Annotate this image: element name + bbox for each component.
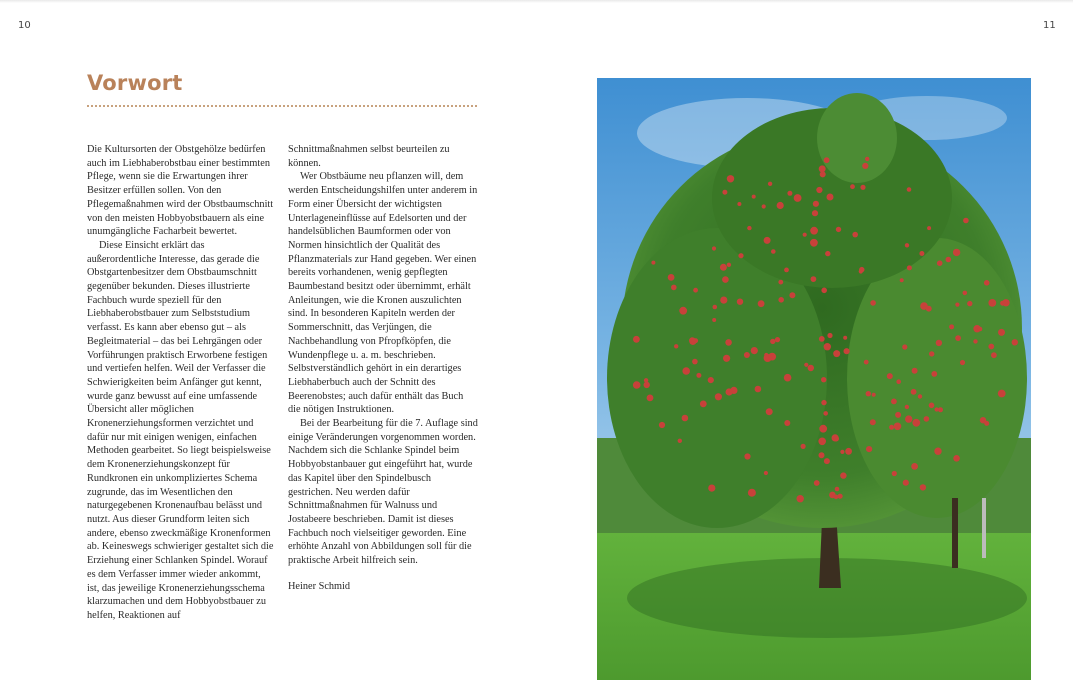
- apple-fruit: [859, 267, 864, 272]
- apple-fruit: [689, 337, 695, 343]
- apple-fruit: [866, 391, 871, 396]
- apple-fruit: [929, 351, 934, 356]
- apple-fruit: [835, 487, 840, 492]
- apple-fruit: [919, 251, 924, 256]
- apple-fruit: [821, 377, 826, 382]
- apple-fruit: [991, 352, 997, 358]
- apple-fruit: [865, 157, 869, 161]
- apple-fruit: [708, 485, 715, 492]
- apple-fruit: [845, 448, 852, 455]
- apple-fruit: [715, 393, 722, 400]
- apple-fruit: [900, 278, 904, 282]
- apple-fruit: [777, 202, 784, 209]
- apple-fruit: [679, 307, 687, 315]
- page-number-right: 11: [1043, 20, 1056, 31]
- apple-fruit: [866, 446, 872, 452]
- apple-fruit: [912, 419, 920, 427]
- apple-fruit: [892, 471, 897, 476]
- apple-fruit: [778, 280, 783, 285]
- apple-fruit: [911, 389, 917, 395]
- apple-fruit: [712, 318, 716, 322]
- apple-fruit: [934, 448, 941, 455]
- apple-fruit: [787, 191, 792, 196]
- apple-fruit: [659, 422, 665, 428]
- apple-fruit: [844, 348, 850, 354]
- heading-dotted-rule: [87, 105, 477, 107]
- apple-fruit: [766, 408, 773, 415]
- apple-fruit: [907, 187, 912, 192]
- apple-fruit: [929, 403, 935, 409]
- apple-fruit: [967, 301, 972, 306]
- apple-fruit: [827, 194, 834, 201]
- apple-fruit: [747, 226, 751, 230]
- apple-fruit: [911, 463, 918, 470]
- page-top-edge: [0, 0, 1073, 3]
- apple-fruit: [812, 210, 818, 216]
- apple-fruit: [797, 495, 804, 502]
- apple-fruit: [738, 253, 743, 258]
- apple-fruit: [905, 243, 909, 247]
- apple-fruit: [891, 399, 897, 405]
- apple-fruit: [821, 400, 826, 405]
- apple-fruit: [894, 423, 902, 431]
- apple-fruit: [804, 363, 808, 367]
- apple-fruit: [755, 386, 762, 393]
- author-signature: Heiner Schmid: [288, 580, 351, 592]
- apple-fruit: [647, 395, 654, 402]
- apple-fruit: [727, 175, 734, 182]
- apple-fruit: [819, 425, 827, 433]
- apple-fruit: [768, 353, 776, 361]
- apple-fruit: [838, 494, 843, 499]
- apple-fruit: [803, 233, 807, 237]
- apple-tree-photo: [597, 78, 1031, 680]
- apple-fruit: [744, 453, 750, 459]
- apple-fruit: [905, 415, 912, 422]
- apple-fruit: [819, 452, 825, 458]
- apple-fruit: [775, 337, 780, 342]
- apple-fruit: [819, 336, 825, 342]
- apple-fruit: [902, 344, 907, 349]
- apple-fruit: [712, 246, 716, 250]
- apple-fruit: [931, 371, 937, 377]
- photo-icon: [597, 78, 1031, 680]
- apple-fruit: [810, 227, 818, 235]
- apple-fruit: [811, 276, 817, 282]
- apple-fruit: [937, 260, 943, 266]
- apple-fruit: [843, 336, 847, 340]
- apple-fruit: [727, 263, 731, 267]
- apple-fruit: [810, 239, 818, 247]
- apple-fruit: [784, 268, 789, 273]
- apple-fruit: [870, 419, 876, 425]
- apple-fruit: [821, 288, 827, 294]
- apple-fruit: [814, 480, 820, 486]
- apple-fruit: [758, 300, 765, 307]
- apple-fruit: [955, 335, 961, 341]
- page-heading: Vorwort: [87, 71, 183, 95]
- apple-fruit: [988, 344, 994, 350]
- apple-fruit: [771, 249, 776, 254]
- apple-fruit: [852, 232, 858, 238]
- paragraph: Diese Einsicht erklärt das außerordentliche Interesse, das gerade die Obstgartenbesitzer dem Obstbaumschnitt gegenüber bekunden. Dieses illustrierte Fachbuch wurde speziell für den Liebhaberobstbauer zum Selbststudium verfasst. Es kann aber ebenso gut – als Begleitmaterial – das bei Lehrgängen oder Vorführungen praktisch Erworbene festigen und vertiefen helfen. Weil der Verfasser die Schwierigkeiten beim Anfänger gut kennt, wurde ganz bewusst auf eine umfassende Übersicht aller möglichen Kronenerziehungsformen verzichtet und dafür nur mit einigen wenigen, einfachen Methoden gearbeitet. So liegt beispielsweise dem Kronenerziehungskonzept für Rundkronen ein unkompliziertes Schema zugrunde, das im Wesentlichen den naturgegebenen Kronenaufbau belässt und nutzt. Aus dieser Grundform leiten sich andere, ebenso zweckmäßige Kronenformen ab. Keineswegs schwieriger gestaltet sich die Erziehung einer Schlanken Spindel. Worauf es dem Verfasser immer wieder ankommt, ist, das jeweilige Kronenerziehungsschema klarzumachen und dem Hobbyobstbauer zu helfen, Reaktionen auf: [87, 239, 274, 621]
- apple-fruit: [682, 367, 690, 375]
- apple-fruit: [998, 390, 1006, 398]
- apple-fruit: [819, 165, 826, 172]
- fence-post: [982, 498, 986, 558]
- apple-fruit: [912, 368, 918, 374]
- apple-fruit: [988, 299, 996, 307]
- apple-fruit: [870, 300, 876, 306]
- apple-fruit: [651, 261, 655, 265]
- apple-fruit: [713, 305, 718, 310]
- apple-fruit: [816, 187, 822, 193]
- apple-fruit: [938, 407, 943, 412]
- apple-fruit: [973, 339, 977, 343]
- apple-fruit: [935, 407, 939, 411]
- apple-fruit: [862, 163, 868, 169]
- apple-fruit: [726, 388, 733, 395]
- apple-fruit: [924, 416, 930, 422]
- apple-fruit: [825, 251, 830, 256]
- apple-fruit: [960, 360, 965, 365]
- apple-fruit: [752, 195, 756, 199]
- apple-fruit: [836, 227, 841, 232]
- apple-fruit: [678, 439, 682, 443]
- apple-fruit: [778, 297, 784, 303]
- apple-fruit: [768, 182, 772, 186]
- apple-fruit: [833, 350, 840, 357]
- apple-fruit: [840, 450, 844, 454]
- apple-fruit: [801, 444, 806, 449]
- apple-fruit: [872, 393, 876, 397]
- apple-fruit: [1012, 339, 1018, 345]
- apple-fruit: [907, 265, 912, 270]
- apple-fruit: [905, 405, 909, 409]
- apple-fruit: [633, 381, 641, 389]
- apple-fruit: [824, 343, 831, 350]
- apple-fruit: [936, 340, 942, 346]
- apple-fruit: [963, 218, 969, 224]
- apple-fruit: [674, 344, 678, 348]
- apple-fruit: [723, 355, 730, 362]
- apple-fruit: [764, 471, 768, 475]
- paragraph: Wer Obstbäume neu pflanzen will, dem werden Entscheidungshilfen unter anderem in Form einer Übersicht der wichtigsten Unterlageneinflüsse auf Edelsorten und der handelsüblichen Baumformen oder von Normen hinsichtlich der Qualität des Pflanzmaterials zur Hand gegeben. Wer einen bereits vorhandenen, wenig gepflegten Baumbestand besitzt oder übernimmt, erhält Anleitungen, wie die Kronen auszulichten sind. In besonderen Kapiteln werden der Sommerschnitt, das Verjüngen, die Nachbehandlung von Pfropfköpfen, die Wundenpflege u. a. m. beschrieben. Selbstverständlich gehört in ein derartiges Liebhaberbuch auch der Schnitt des Beerenobstes; auch dafür enthält das Buch die nötigen Instruktionen.: [288, 171, 478, 416]
- apple-fruit: [920, 484, 926, 490]
- apple-fruit: [693, 288, 698, 293]
- apple-fruit: [818, 438, 826, 446]
- apple-fruit: [824, 157, 830, 163]
- apple-fruit: [953, 249, 960, 256]
- apple-fruit: [824, 458, 830, 464]
- apple-fruit: [840, 472, 846, 478]
- apple-fruit: [708, 377, 714, 383]
- apple-fruit: [722, 276, 729, 283]
- apple-fruit: [794, 194, 802, 202]
- apple-fruit: [668, 274, 675, 281]
- apple-fruit: [692, 359, 698, 365]
- apple-fruit: [918, 394, 922, 398]
- apple-fruit: [998, 329, 1005, 336]
- paragraph: Die Kultursorten der Obstgehölze bedürfen auch im Liebhaberobstbau einer bestimmten Pflege, wenn sie die Erwartungen ihrer Besitzer erfüllen sollen. Von den Pflegemaßnahmen wird der Obstbaumschnitt von den meisten Hobbyobstbauern als eine unumgängliche Facharbeit bewertet.: [87, 144, 274, 238]
- apple-fruit: [764, 237, 771, 244]
- apple-fruit: [887, 373, 893, 379]
- apple-fruit: [984, 280, 990, 286]
- apple-fruit: [644, 378, 648, 382]
- apple-fruit: [682, 415, 689, 422]
- apple-fruit: [737, 202, 741, 206]
- apple-fruit: [720, 264, 727, 271]
- apple-fruit: [946, 257, 952, 263]
- apple-fruit: [833, 436, 839, 442]
- distant-trunk: [952, 498, 958, 568]
- apple-fruit: [644, 382, 650, 388]
- apple-fruit: [860, 185, 865, 190]
- apple-fruit: [953, 455, 960, 462]
- apple-fruit: [789, 292, 795, 298]
- paragraph: Bei der Bearbeitung für die 7. Auflage sind einige Veränderungen vorgenommen worden. Nachdem sich die Schlanke Spindel beim Hobbyobstanbauer gut eingeführt hat, wurde das Kapitel über den Spindelbusch gestrichen. Neu werden dafür Schnittmaßnahmen für Walnuss und Jostabeere beschrieben. Damit ist dieses Fachbuch noch vielseitiger geworden. Eine erhöhte Anzahl von Abbildungen soll für die praktische Arbeit hilfreich sein.: [288, 418, 478, 567]
- apple-fruit: [978, 327, 983, 332]
- apple-fruit: [744, 352, 750, 358]
- apple-fruit: [722, 190, 727, 195]
- apple-fruit: [725, 339, 732, 346]
- apple-fruit: [770, 339, 775, 344]
- apple-fruit: [784, 374, 792, 382]
- apple-fruit: [671, 285, 677, 291]
- text-column-left: [87, 143, 275, 623]
- apple-fruit: [762, 204, 766, 208]
- apple-fruit: [808, 365, 814, 371]
- apple-fruit: [829, 492, 836, 499]
- apple-fruit: [1000, 301, 1005, 306]
- text-column-right: [288, 143, 478, 594]
- apple-fruit: [920, 302, 928, 310]
- apple-fruit: [751, 347, 758, 354]
- apple-fruit: [748, 489, 756, 497]
- apple-fruit: [823, 411, 828, 416]
- apple-fruit: [720, 297, 727, 304]
- apple-fruit: [827, 333, 832, 338]
- apple-fruit: [864, 360, 869, 365]
- apple-fruit: [903, 480, 909, 486]
- page-number-left: 10: [18, 20, 31, 31]
- apple-fruit: [737, 299, 743, 305]
- apple-fruit: [963, 291, 968, 296]
- apple-fruit: [696, 373, 701, 378]
- apple-fruit: [850, 184, 855, 189]
- apple-fruit: [949, 324, 954, 329]
- apple-fruit: [984, 421, 989, 426]
- apple-fruit: [700, 401, 707, 408]
- apple-fruit: [895, 412, 901, 418]
- apple-fruit: [784, 420, 790, 426]
- apple-fruit: [889, 425, 894, 430]
- apple-fruit: [633, 336, 640, 343]
- apple-fruit: [896, 379, 901, 384]
- apple-fruit: [955, 303, 959, 307]
- paragraph-continuation: Schnittmaßnahmen selbst beurteilen zu können.: [288, 144, 450, 169]
- apple-fruit: [813, 201, 819, 207]
- apple-fruit: [927, 226, 931, 230]
